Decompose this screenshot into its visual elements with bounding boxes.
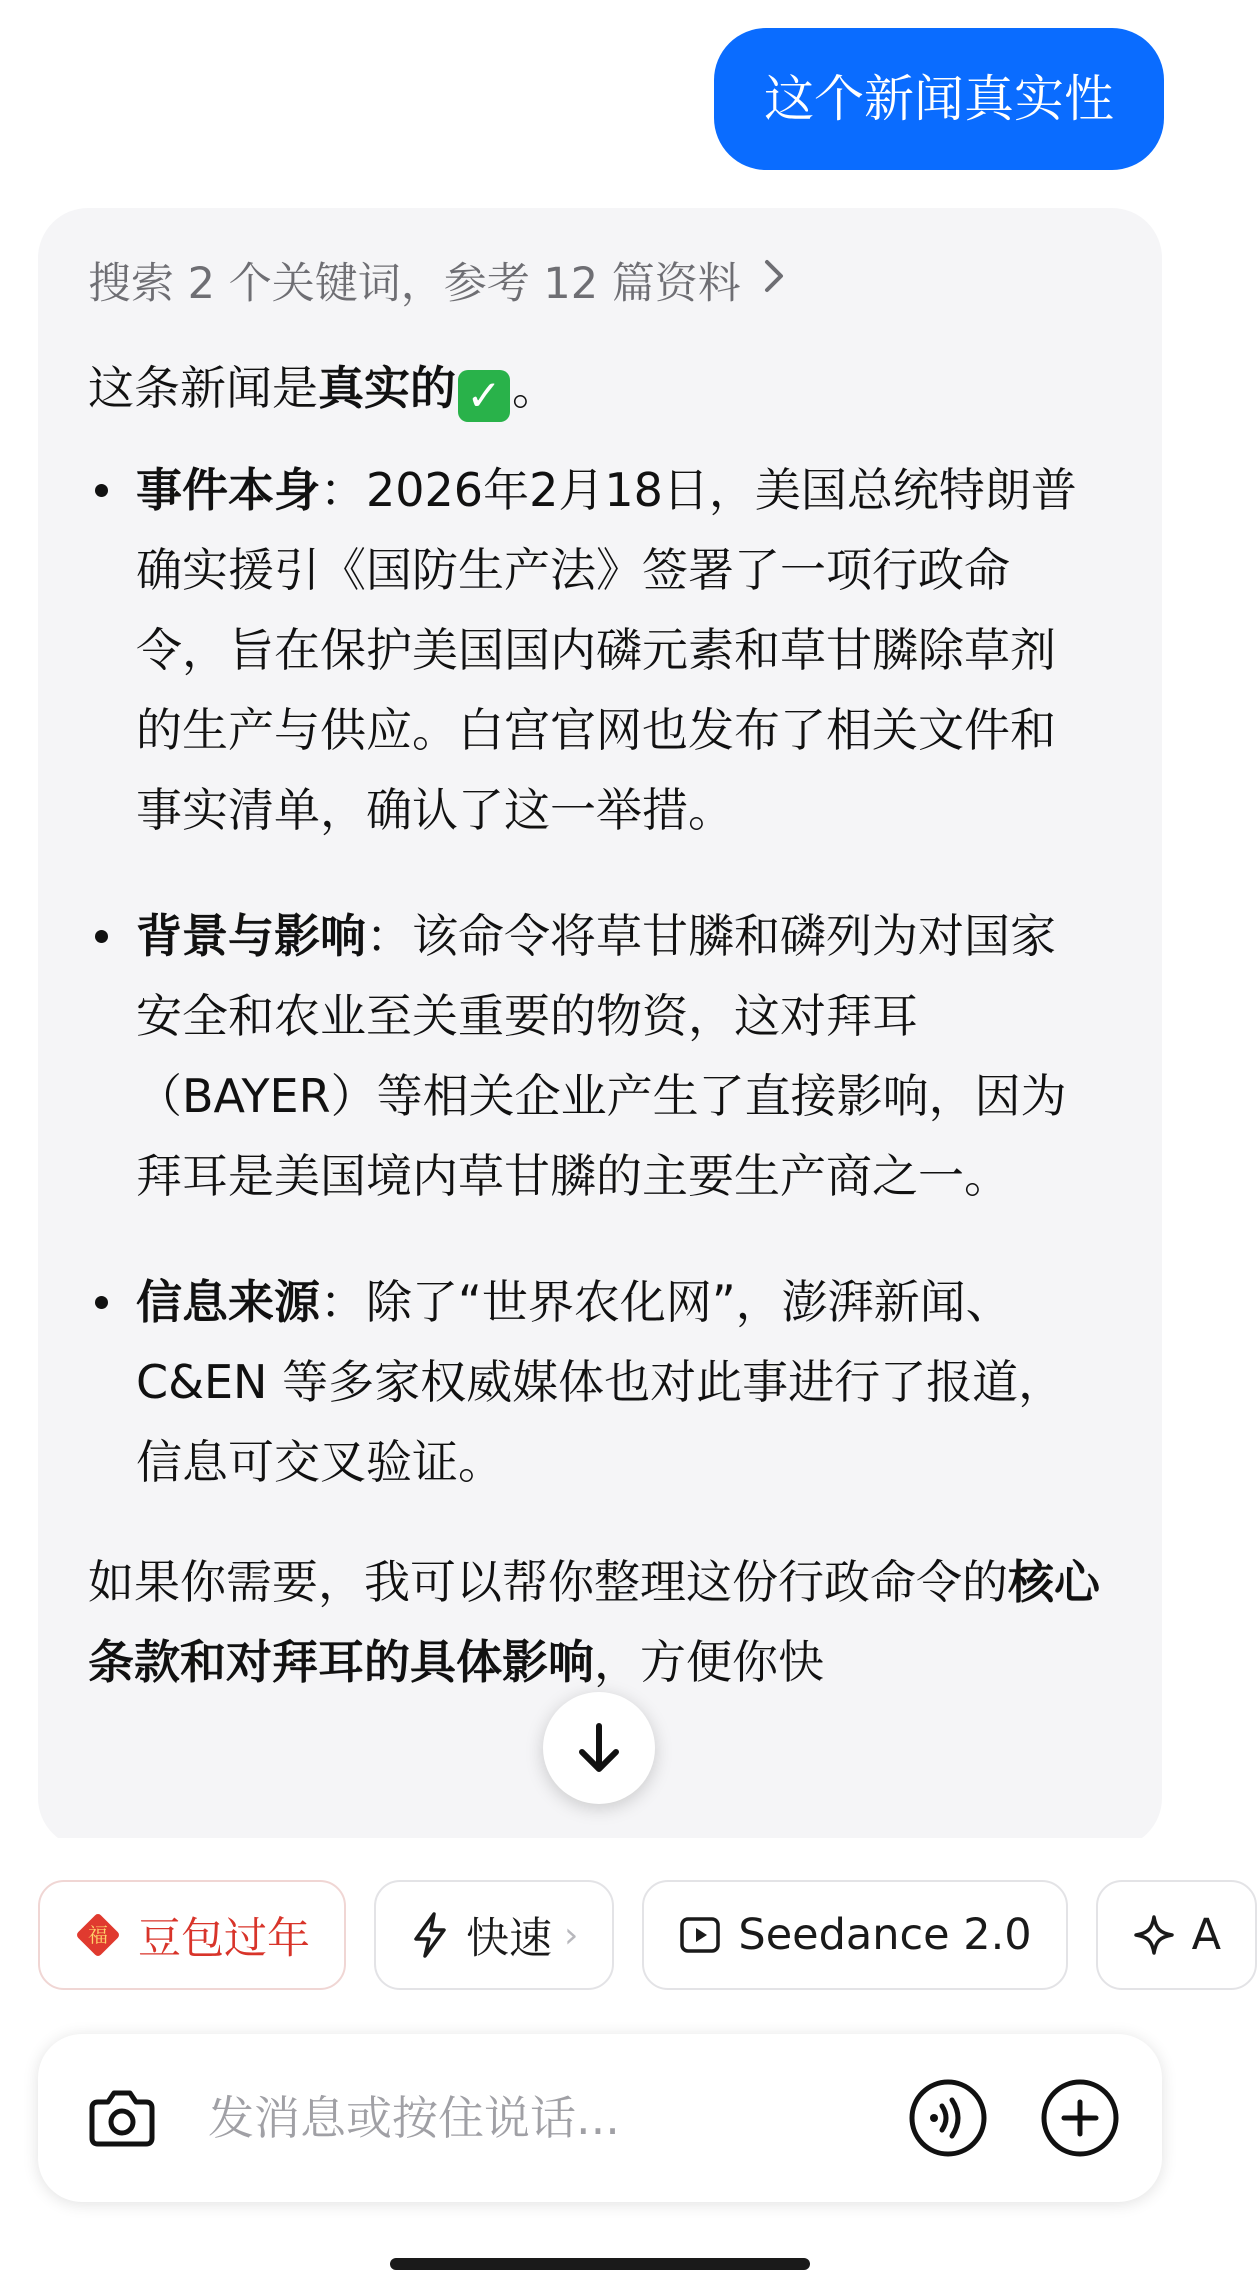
message-input[interactable]: 发消息或按住说话... (208, 2091, 620, 2145)
camera-button[interactable] (84, 2080, 160, 2160)
sources-summary-link[interactable] (88, 250, 785, 311)
home-indicator[interactable] (390, 2258, 810, 2270)
chevron-right-icon: › (564, 1914, 579, 1956)
bullet-text: ：2026年2月18日，美国总统特朗普确实援引《国防生产法》签署了一项行政命令，旨在保护美国国内磷元素和草甘膦除草剂的生产与供应。白宫官网也发布了相关文件和事实清单，确认了这一举措。 (136, 463, 1077, 837)
answer-bullet-list (88, 450, 1128, 1502)
voice-wave-icon (904, 2074, 992, 2162)
message-composer (38, 2034, 1162, 2202)
bullet-item (88, 896, 1096, 1216)
bullet-title: 背景与影响 (136, 909, 366, 963)
fu-icon (74, 1911, 122, 1959)
sources-summary-text: 搜索 2 个关键词，参考 12 篇资料 (88, 259, 741, 309)
voice-call-button[interactable] (904, 2074, 992, 2166)
play-icon (678, 1913, 722, 1957)
svg-text:福: 福 (88, 1923, 108, 1947)
scroll-to-bottom-button[interactable] (543, 1692, 655, 1804)
camera-icon (84, 2080, 160, 2156)
verdict-line: 这条新闻是真实的 ✓ 。 (88, 361, 558, 420)
bullet-item (88, 450, 1096, 850)
assistant-reply-card (38, 208, 1162, 1848)
chip-seedance[interactable]: Seedance 2.0 (642, 1880, 1067, 1990)
bullet-text: ：该命令将草甘膦和磷列为对国家安全和农业至关重要的物资，这对拜耳（BAYER）等相关企业产生了直接影响，因为拜耳是美国境内草甘膦的主要生产商之一。 (136, 909, 1067, 1203)
chevron-right-icon (763, 258, 785, 304)
suggestion-chips (38, 1880, 1257, 1994)
bullet-title: 信息来源 (136, 1275, 320, 1329)
chip-doubao-new-year[interactable]: 福 豆包过年 (38, 1880, 346, 1990)
closing-paragraph: 如果你需要，我可以帮你整理这份行政命令的核心条款和对拜耳的具体影响，方便你快 (88, 1555, 1100, 1689)
chip-ai-create[interactable]: A (1096, 1880, 1257, 1990)
arrow-down-icon (576, 1722, 622, 1774)
bullet-item (88, 1262, 1096, 1502)
check-mark-icon: ✓ (458, 370, 510, 422)
add-attachment-button[interactable] (1036, 2074, 1124, 2166)
user-message-bubble[interactable]: 这个新闻真实性 (714, 28, 1164, 170)
bullet-title: 事件本身 (136, 463, 320, 517)
verdict-bold: 真实的 (318, 361, 456, 415)
plus-icon (1036, 2074, 1124, 2162)
answer-body (88, 348, 1128, 1702)
lightning-icon (410, 1911, 450, 1959)
sparkle-icon (1132, 1913, 1176, 1957)
bullet-text: ：除了“世界农化网”，澎湃新闻、C&EN 等多家权威媒体也对此事进行了报道，信息可交叉验证。 (136, 1275, 1065, 1489)
chip-fast-mode[interactable]: 快速 › (374, 1880, 614, 1990)
